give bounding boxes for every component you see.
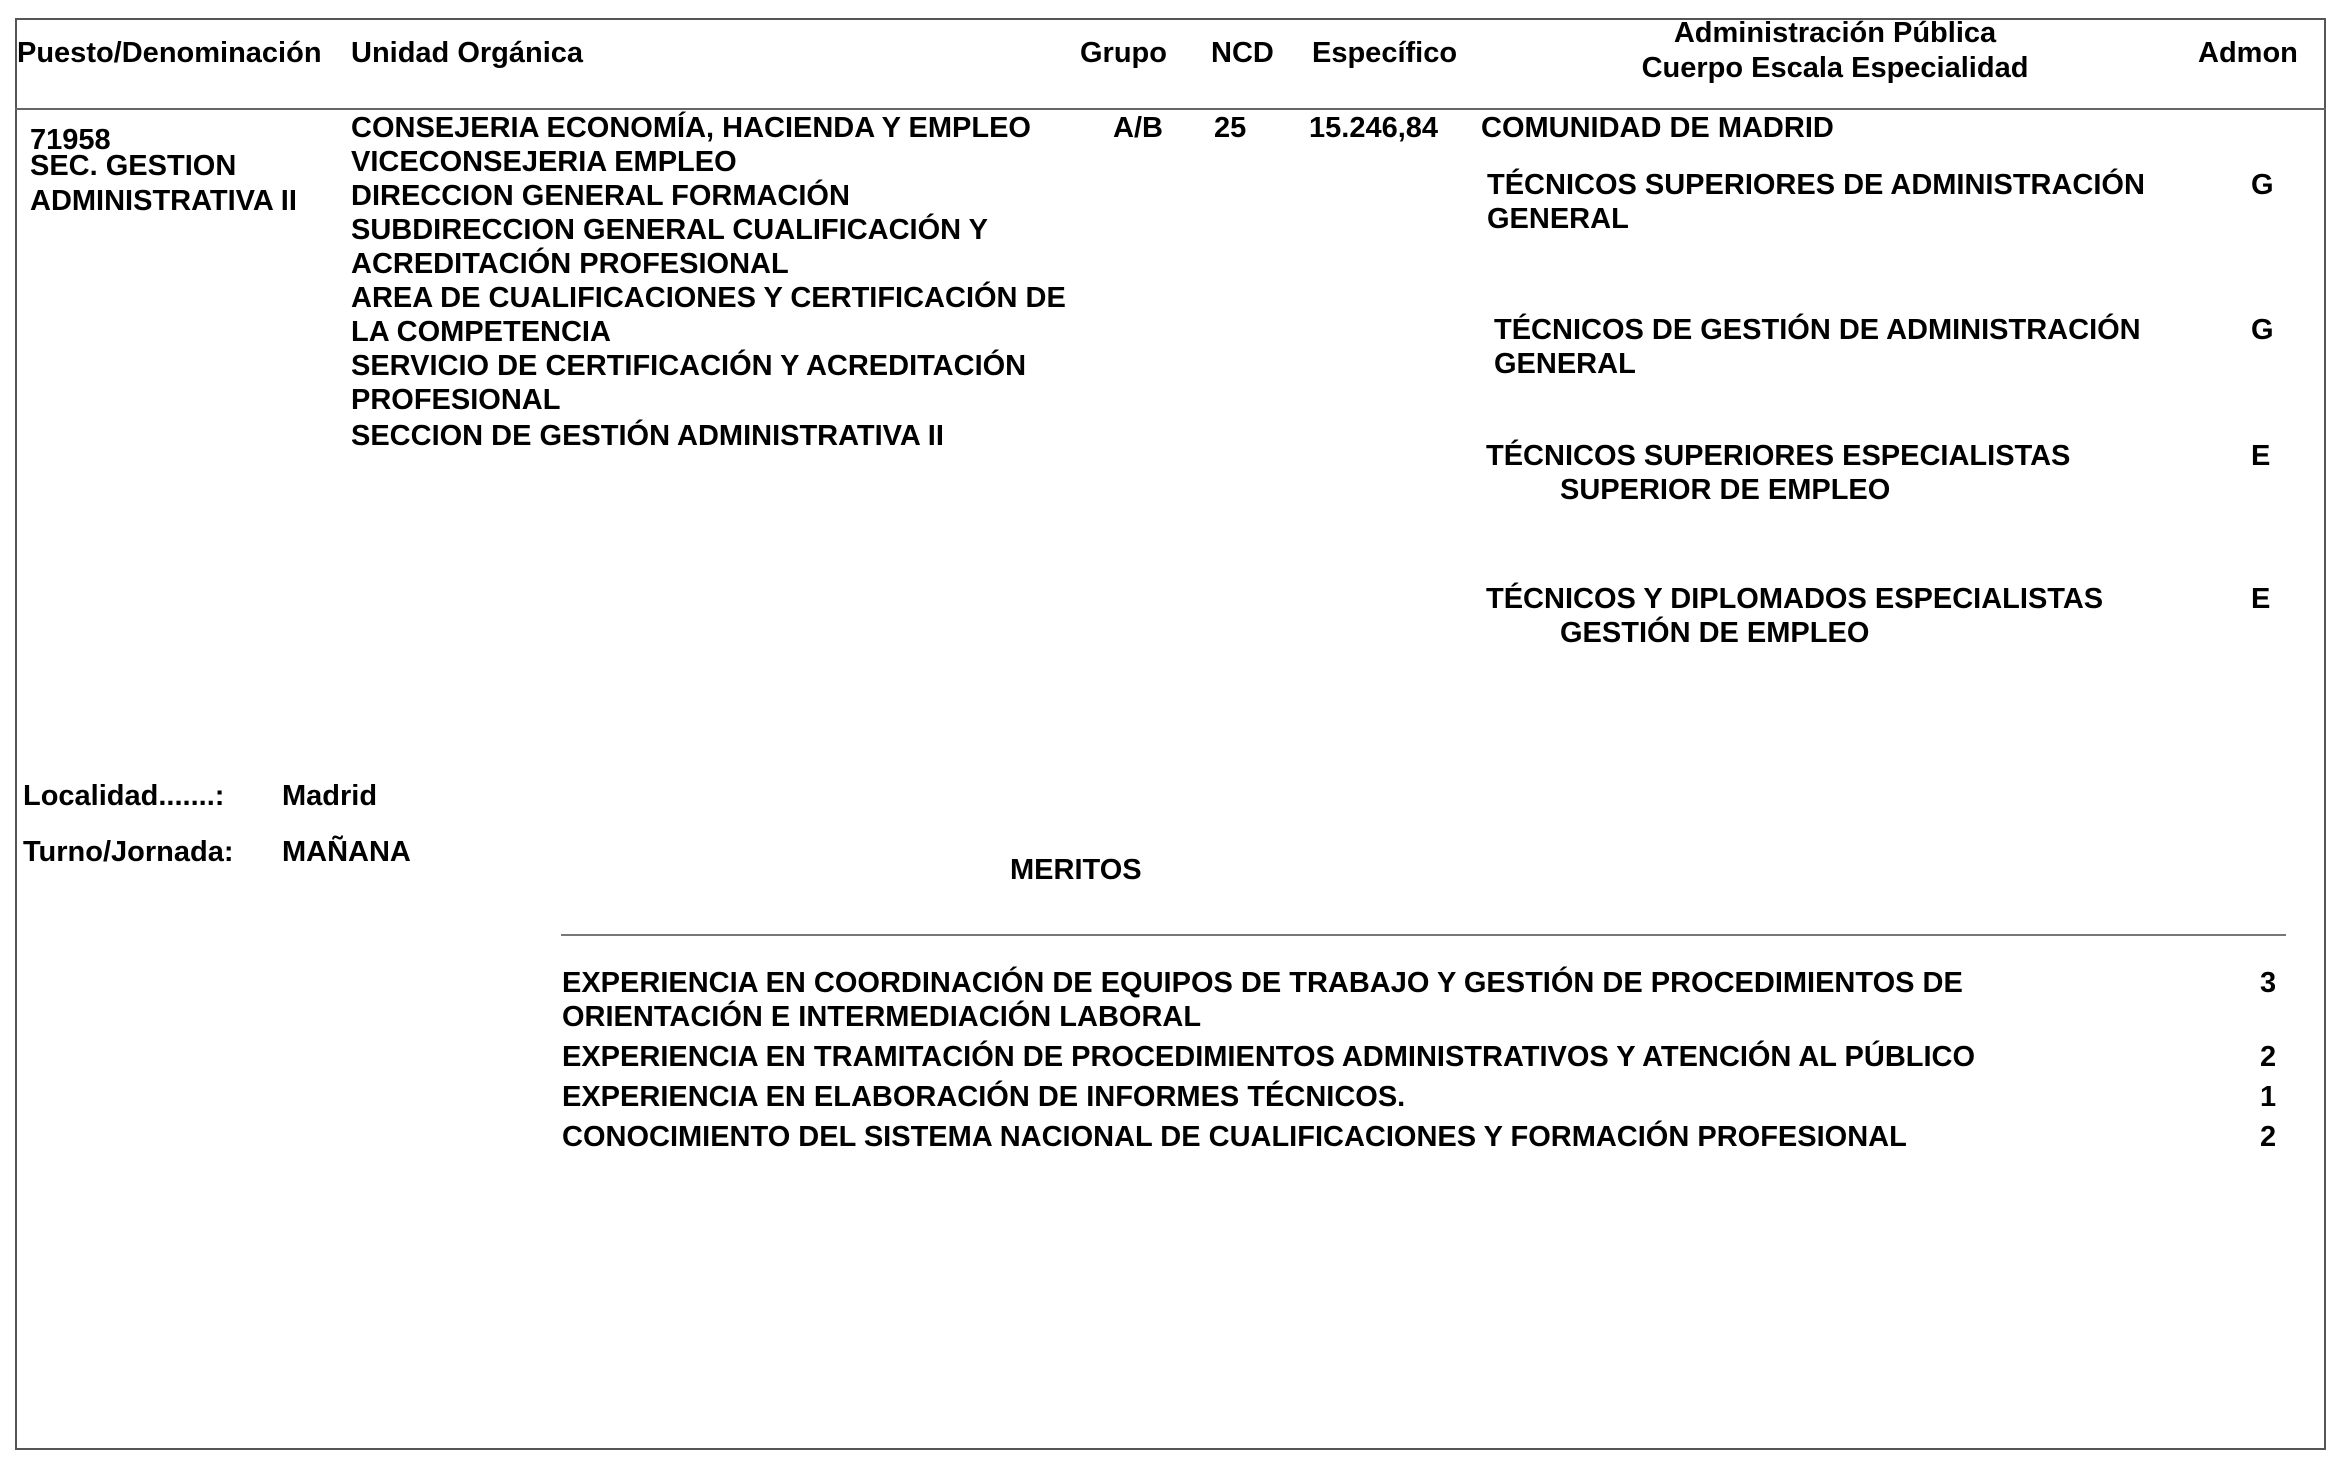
merito-line1: CONOCIMIENTO DEL SISTEMA NACIONAL DE CUALIFICACIONES Y FORMACIÓN PROFESIONAL [562, 1121, 1907, 1153]
unidad-line: SUBDIRECCION GENERAL CUALIFICACIÓN Y [351, 214, 988, 246]
merito-line2: ORIENTACIÓN E INTERMEDIACIÓN LABORAL [562, 1001, 1202, 1033]
unidad-line: AREA DE CUALIFICACIONES Y CERTIFICACIÓN DE [351, 282, 1066, 314]
unidad-line: VICECONSEJERIA EMPLEO [351, 146, 737, 178]
unidad-line: LA COMPETENCIA [351, 316, 611, 348]
unidad-line: DIRECCION GENERAL FORMACIÓN [351, 180, 850, 212]
header-admon: Admon [2198, 37, 2298, 69]
administracion-value: COMUNIDAD DE MADRID [1481, 112, 1834, 144]
merito-points: 2 [2260, 1121, 2277, 1153]
puesto-code: 71958 [30, 124, 111, 156]
ncd-value: 25 [1214, 112, 1247, 144]
merito-points: 2 [2260, 1041, 2277, 1073]
merito-line1: EXPERIENCIA EN TRAMITACIÓN DE PROCEDIMIENTOS ADMINISTRATIVOS Y ATENCIÓN AL PÚBLICO [562, 1041, 1976, 1073]
localidad-label: Localidad.......: [23, 780, 225, 812]
cuerpo-admon: E [2251, 440, 2271, 472]
header-especifico: Específico [1312, 37, 1458, 69]
meritos-divider [561, 934, 2286, 936]
cuerpo-line1: TÉCNICOS SUPERIORES DE ADMINISTRACIÓN [1487, 169, 2145, 201]
localidad-value: Madrid [282, 780, 378, 812]
cuerpo-admon: E [2251, 583, 2271, 615]
header-divider [15, 108, 2326, 110]
header-grupo: Grupo [1080, 37, 1167, 69]
header-puesto: Puesto/Denominación [17, 37, 322, 69]
especifico-value: 15.246,84 [1309, 112, 1439, 144]
puesto-name-line2: ADMINISTRATIVA II [30, 185, 297, 217]
cuerpo-admon: G [2251, 314, 2274, 346]
cuerpo-admon: G [2251, 169, 2274, 201]
cuerpo-line1: TÉCNICOS SUPERIORES ESPECIALISTAS [1486, 440, 2071, 472]
grupo-value: A/B [1113, 112, 1163, 144]
cuerpo-line1: TÉCNICOS Y DIPLOMADOS ESPECIALISTAS [1486, 583, 2104, 615]
unidad-line: ACREDITACIÓN PROFESIONAL [351, 248, 789, 280]
cuerpo-line2: GENERAL [1494, 348, 1636, 380]
unidad-line: SERVICIO DE CERTIFICACIÓN Y ACREDITACIÓN [351, 350, 1027, 382]
cuerpo-line2: GENERAL [1487, 203, 1629, 235]
merito-line1: EXPERIENCIA EN ELABORACIÓN DE INFORMES TÉCNICOS. [562, 1081, 1406, 1113]
cuerpo-line2: GESTIÓN DE EMPLEO [1560, 617, 1870, 649]
puesto-name-line1: SEC. GESTION [30, 150, 237, 182]
turno-label: Turno/Jornada: [23, 836, 234, 868]
turno-value: MAÑANA [282, 836, 411, 868]
header-cuerpo-escala: Cuerpo Escala Especialidad [1641, 52, 2029, 84]
merito-points: 3 [2260, 967, 2277, 999]
unidad-line: CONSEJERIA ECONOMÍA, HACIENDA Y EMPLEO [351, 112, 1031, 144]
merito-points: 1 [2260, 1081, 2277, 1113]
header-unidad: Unidad Orgánica [351, 37, 584, 69]
cuerpo-line1: TÉCNICOS DE GESTIÓN DE ADMINISTRACIÓN [1494, 314, 2141, 346]
header-administracion: Administración Pública [1673, 17, 1997, 49]
unidad-line: SECCION DE GESTIÓN ADMINISTRATIVA II [351, 420, 944, 452]
merito-line1: EXPERIENCIA EN COORDINACIÓN DE EQUIPOS DE TRABAJO Y GESTIÓN DE PROCEDIMIENTOS DE [562, 967, 1963, 999]
cuerpo-line2: SUPERIOR DE EMPLEO [1560, 474, 1891, 506]
unidad-line: PROFESIONAL [351, 384, 561, 416]
meritos-title: MERITOS [1010, 854, 1142, 886]
header-ncd: NCD [1211, 37, 1274, 69]
